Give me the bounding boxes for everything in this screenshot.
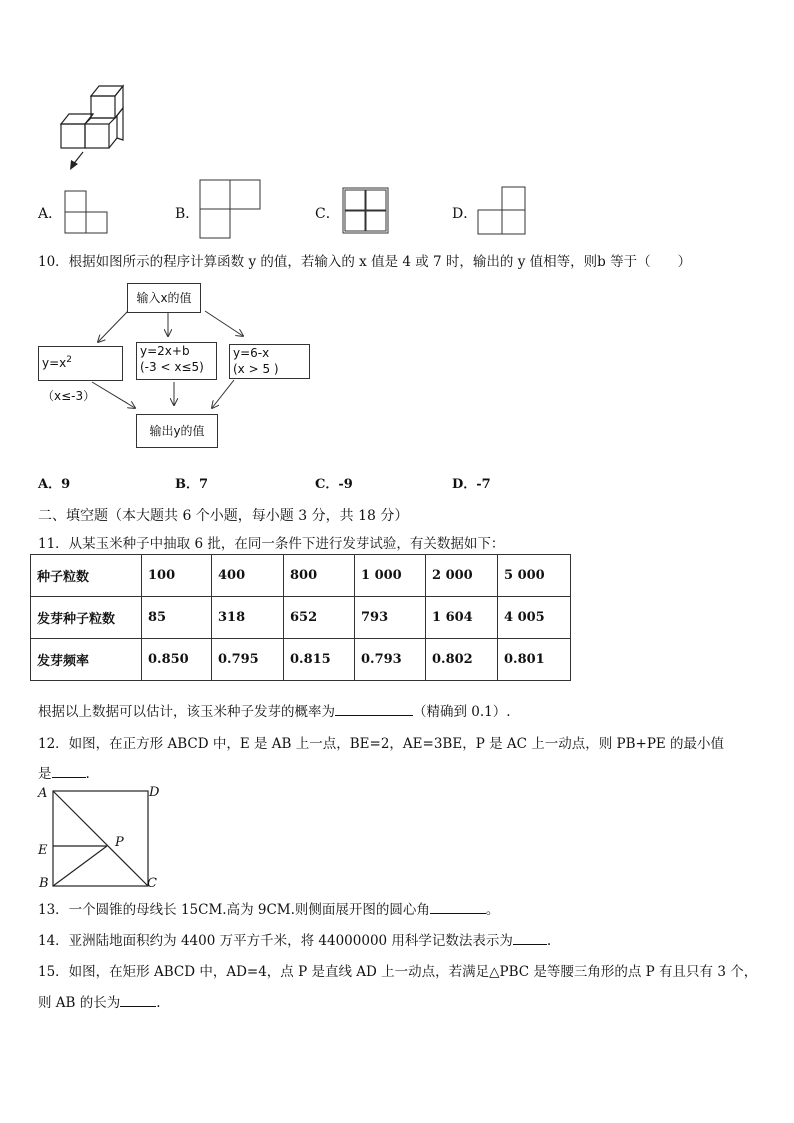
q9-option-b-label: B． (175, 206, 200, 222)
flow-output-text: 输出y的值 (149, 424, 205, 438)
table-cell: 318 (212, 597, 284, 639)
table-cell: 400 (212, 555, 284, 597)
q12-label-d: D (149, 785, 160, 800)
table-cell: 0.801 (498, 639, 571, 681)
q11-after-post: （精确到 0.1）. (413, 704, 511, 720)
q10-option-d: D．-7 (452, 477, 491, 492)
flow-output-box (136, 414, 218, 448)
q12-label-a: A (38, 786, 48, 801)
q11-after-pre: 根据以上数据可以估计，该玉米种子发芽的概率为 (38, 704, 335, 720)
q14-post: . (546, 933, 552, 949)
table-cell: 1 604 (426, 597, 498, 639)
table-cell: 793 (355, 597, 426, 639)
table-cell: 1 000 (355, 555, 426, 597)
q13-pre: 13．一个圆锥的母线长 15CM.高为 9CM.则侧面展开图的圆心角 (38, 902, 430, 918)
flow-branch3-box (229, 344, 310, 379)
q12-label-p: P (115, 835, 124, 850)
table-cell: 0.795 (212, 639, 284, 681)
table-cell: 5 000 (498, 555, 571, 597)
answer-blank[interactable] (335, 701, 413, 716)
q10-option-b: B．7 (175, 477, 209, 492)
q9-option-a-label: A． (38, 206, 63, 222)
table-cell: 发芽种子粒数 (31, 597, 142, 639)
q14-text (38, 929, 551, 949)
table-cell: 0.850 (142, 639, 212, 681)
q15-line2-post: . (156, 995, 161, 1011)
table-cell: 0.802 (426, 639, 498, 681)
table-cell: 发芽频率 (31, 639, 142, 681)
q10-flowchart-arrows (0, 0, 794, 460)
q12-line2-post: . (85, 766, 90, 782)
flow-input-box (127, 283, 201, 313)
table-cell: 0.793 (355, 639, 426, 681)
section2-title: 二、填空题（本大题共 6 个小题，每小题 3 分，共 18 分） (38, 508, 409, 524)
q10-option-a: A．9 (38, 477, 71, 492)
table-cell: 种子粒数 (31, 555, 142, 597)
q15-line1: 15．如图，在矩形 ABCD 中，AD=4，点 P 是直线 AD 上一动点，若满足△PBC 是等腰三角形的点 P 有且只有 3 个， (38, 964, 758, 980)
table-cell: 4 005 (498, 597, 571, 639)
q12-square-figure (34, 784, 164, 894)
table-cell: 85 (142, 597, 212, 639)
table-cell: 100 (142, 555, 212, 597)
q9-option-d-label: D． (452, 206, 478, 222)
table-row (31, 639, 571, 681)
q12-line2 (38, 762, 90, 782)
q9-option-c-label: C． (315, 206, 340, 222)
q12-label-e: E (38, 843, 48, 858)
q14-pre: 14．亚洲陆地面积约为 4400 万平方千米，将 44000000 用科学记数法表示为 (38, 933, 513, 949)
q10-option-c: C．-9 (315, 477, 353, 492)
q11-after-text (38, 700, 511, 720)
flow-input-text: 输入x的值 (136, 291, 192, 305)
q11-stem: 11．从某玉米种子中抽取 6 批，在同一条件下进行发芽试验，有关数据如下： (38, 536, 505, 552)
table-row (31, 597, 571, 639)
q11-data-table (30, 554, 571, 681)
q12-line2-pre: 是 (38, 766, 52, 782)
answer-blank[interactable] (513, 930, 547, 945)
q15-line2 (38, 991, 161, 1011)
flow-branch1-cond: （x≤-3） (42, 389, 96, 403)
table-cell: 2 000 (426, 555, 498, 597)
q12-label-c: C (147, 876, 157, 891)
table-row (31, 555, 571, 597)
flow-branch2-line1: y=2x+b (140, 344, 190, 358)
q13-text (38, 898, 499, 918)
answer-blank[interactable] (430, 899, 486, 914)
q12-label-b: B (39, 876, 49, 891)
answer-blank[interactable] (120, 992, 156, 1007)
flow-branch2-line2: (-3 < x≤5) (140, 360, 204, 374)
flow-branch1-main: y=x (42, 356, 67, 370)
q10-stem: 10．根据如图所示的程序计算函数 y 的值，若输入的 x 值是 4 或 7 时，输出的 y 值相等，则b 等于（ ） (38, 254, 692, 270)
table-cell: 800 (284, 555, 355, 597)
table-cell: 652 (284, 597, 355, 639)
flow-branch3-line1: y=6-x (233, 346, 270, 360)
q15-line2-pre: 则 AB 的长为 (38, 995, 121, 1011)
flow-branch2-box (136, 342, 217, 380)
flow-branch3-line2: (x > 5 ) (233, 362, 279, 376)
flow-branch1-sup: 2 (66, 355, 72, 365)
answer-blank[interactable] (52, 763, 86, 778)
q12-line1: 12．如图，在正方形 ABCD 中，E 是 AB 上一点，BE=2，AE=3BE，P 是 AC 上一动点，则 PB+PE 的最小值 (38, 736, 725, 752)
table-cell: 0.815 (284, 639, 355, 681)
q13-post: 。 (485, 902, 500, 918)
